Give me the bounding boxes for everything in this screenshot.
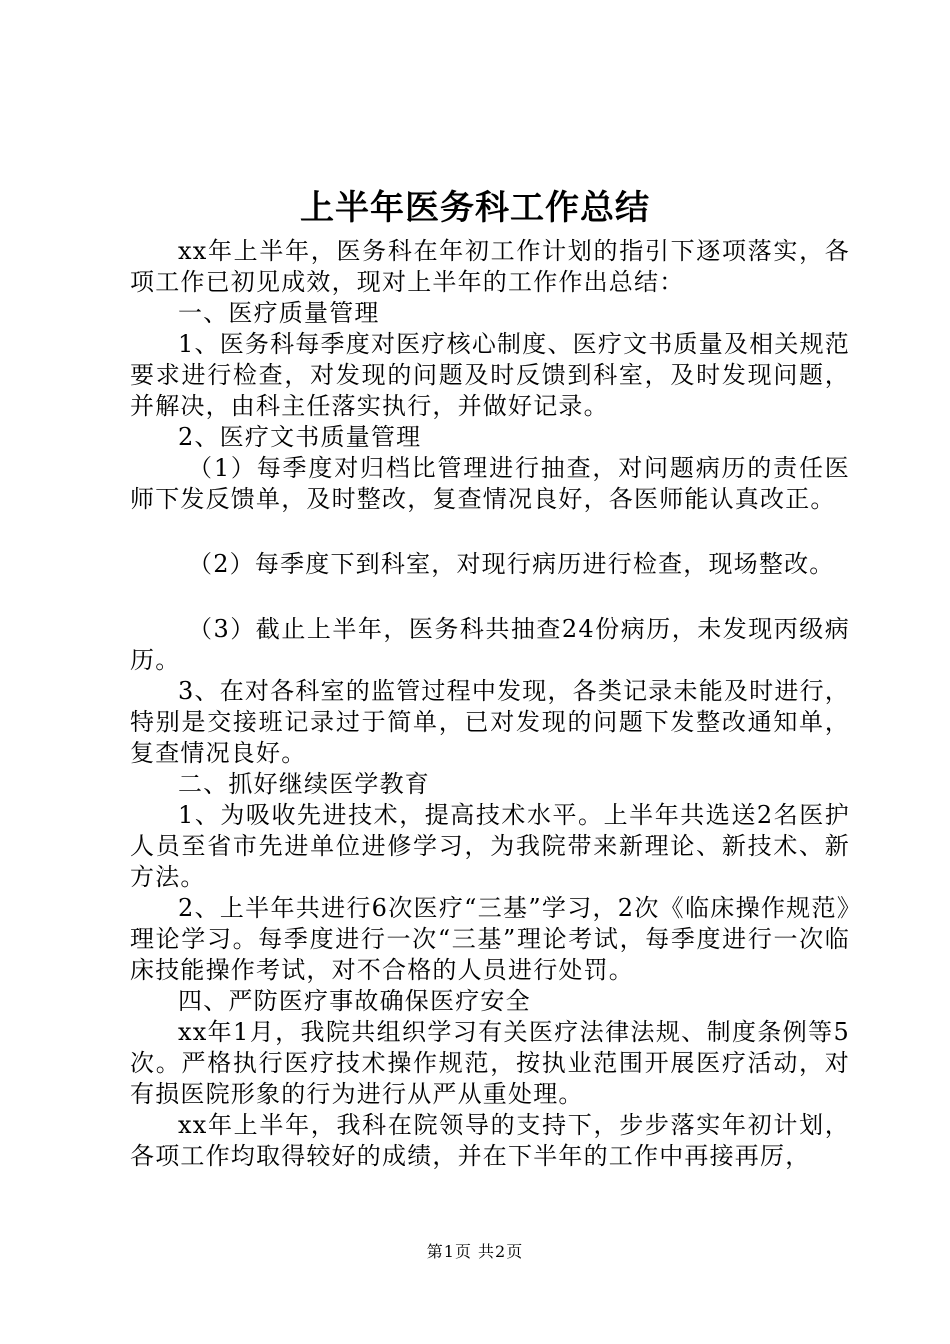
section-heading-education: 二、抓好继续医学教育 (178, 770, 430, 798)
paragraph-intro: xx年上半年，医务科在年初工作计划的指引下逐项落实，各项工作已初见成效，现对上半年的工作作出总结： (130, 237, 850, 296)
subheading-document-quality: 2、医疗文书质量管理 (178, 423, 422, 451)
paragraph-training: 2、上半年共进行6次医疗“三基”学习，2次《临床操作规范》理论学习。每季度进行一次“三基”理论考试，每季度进行一次临床技能操作考试，对不合格的人员进行处罚。 (130, 894, 850, 984)
document-title: 上半年医务科工作总结 (300, 188, 650, 228)
paragraph-quarterly-inspection: 1、医务科每季度对医疗核心制度、医疗文书质量及相关规范要求进行检查，对发现的问题及时反馈到科室，及时发现问题，并解决，由科主任落实执行，并做好记录。 (130, 330, 850, 420)
document-body (130, 236, 850, 1172)
section-heading-medical-quality: 一、医疗质量管理 (178, 299, 380, 327)
paragraph-law-study: xx年1月，我院共组织学习有关医疗法律法规、制度条例等5次。严格执行医疗技术操作规范，按执业范围开展医疗活动，对有损医院形象的行为进行从严从重处理。 (130, 1018, 850, 1108)
paragraph-item-1: （1）每季度对归档比管理进行抽查，对问题病历的责任医师下发反馈单，及时整改，复查情况良好，各医师能认真改正。 (130, 454, 850, 513)
section-heading-safety: 四、严防医疗事故确保医疗安全 (178, 987, 531, 1015)
paragraph-supervision: 3、在对各科室的监管过程中发现，各类记录未能及时进行，特别是交接班记录过于简单，已对发现的问题下发整改通知单，复查情况良好。 (130, 677, 850, 767)
paragraph-advanced-study: 1、为吸收先进技术，提高技术水平。上半年共选送2名医护人员至省市先进单位进修学习，为我院带来新理论、新技术、新方法。 (130, 801, 850, 891)
paragraph-item-2: （2）每季度下到科室，对现行病历进行检查，现场整改。 (188, 550, 835, 578)
spacer (130, 515, 850, 549)
paragraph-conclusion: xx年上半年，我科在院领导的支持下，步步落实年初计划，各项工作均取得较好的成绩，并在下半年的工作中再接再厉， (130, 1111, 850, 1170)
spacer (130, 580, 850, 614)
paragraph-item-3: （3）截止上半年，医务科共抽查24份病历，未发现丙级病历。 (130, 615, 850, 674)
page-footer: 第1页 共2页 (426, 1242, 524, 1261)
